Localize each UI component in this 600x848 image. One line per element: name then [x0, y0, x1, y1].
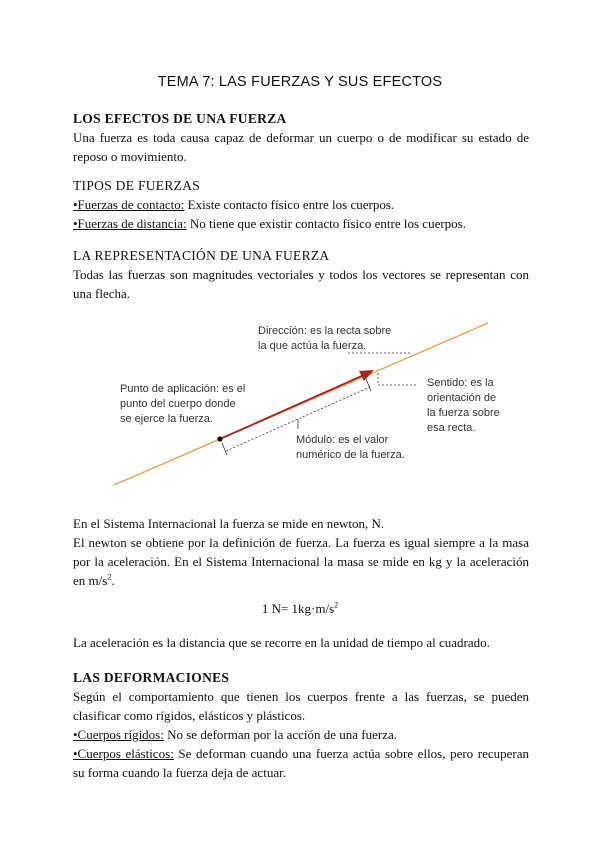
label-sentido-line2: orientación de	[427, 392, 497, 404]
modulo-tick-left	[222, 443, 227, 455]
desc-contacto: Existe contacto físico entre los cuerpos.	[184, 197, 395, 212]
paragraph-deformaciones: Según el comportamiento que tienen los cuerpos frente a las fuerzas, se pueden clasificar como rígidos, elásticos y plásticos.	[73, 689, 529, 723]
label-direccion-line1: Dirección: es la recta sobre	[258, 325, 392, 337]
paragraph-newton-2-end: .	[111, 573, 115, 588]
section-newton	[73, 514, 529, 590]
heading-tipos: TIPOS DE FUERZAS	[73, 178, 201, 193]
label-modulo	[296, 433, 405, 463]
term-distancia: •Fuerzas de distancia:	[73, 216, 187, 231]
label-sentido-line3: la fuerza sobre	[427, 407, 500, 419]
list-item-rigidos	[73, 725, 529, 744]
list-item-elasticos	[73, 744, 529, 782]
label-punto-line2: punto del cuerpo donde	[120, 398, 236, 410]
label-sentido	[427, 376, 500, 436]
paragraph-newton-2-text: El newton se obtiene por la definición de fuerza. La fuerza es igual siempre a la masa por la aceleración. En el Sistema Internacional la masa se mide en kg y la aceleración en m/s	[73, 535, 529, 588]
desc-elasticos: Se deforman cuando una fuerza actúa sobre ellos, pero recuperan su forma cuando la fuerza deja de actuar.	[73, 746, 529, 780]
section-representacion	[73, 246, 529, 303]
term-elasticos: •Cuerpos elásticos:	[73, 746, 174, 761]
paragraph-aceleracion: La aceleración es la distancia que se recorre en la unidad de tiempo al cuadrado.	[73, 635, 490, 650]
label-punto-aplicacion	[120, 382, 245, 427]
desc-distancia: No tiene que existir contacto físico entre los cuerpos.	[186, 216, 466, 231]
paragraph-newton-1: En el Sistema Internacional la fuerza se mide en newton, N.	[73, 516, 385, 531]
heading-efectos: LOS EFECTOS DE UNA FUERZA	[73, 111, 287, 126]
label-modulo-line1: Módulo: es el valor	[296, 434, 389, 446]
section-tipos	[73, 176, 529, 233]
label-punto-line1: Punto de aplicación: es el	[120, 383, 246, 395]
label-sentido-line1: Sentido: es la	[427, 377, 494, 389]
modulo-tick-right	[366, 379, 371, 391]
heading-deformaciones: LAS DEFORMACIONES	[73, 670, 230, 685]
formula-newton	[0, 601, 600, 617]
section-deformaciones	[73, 668, 529, 782]
formula-superscript: 2	[334, 600, 339, 610]
paragraph-representacion: Todas las fuerzas son magnitudes vectoriales y todos los vectores se representan con una flecha.	[73, 267, 529, 301]
label-sentido-line4: esa recta.	[427, 422, 476, 434]
formula-text: 1 N= 1kg·m/s	[261, 601, 335, 616]
page-title: TEMA 7: LAS FUERZAS Y SUS EFECTOS	[157, 74, 443, 90]
label-punto-line3: se ejerce la fuerza.	[120, 413, 213, 425]
paragraph-efectos: Una fuerza es toda causa capaz de deformar un cuerpo o de modificar su estado de reposo o movimiento.	[73, 130, 529, 164]
application-point	[217, 436, 222, 441]
term-rigidos: •Cuerpos rígidos:	[73, 727, 164, 742]
section-efectos	[73, 109, 529, 166]
list-item-contacto	[73, 195, 529, 214]
label-modulo-line2: numérico de la fuerza.	[296, 449, 405, 461]
label-direccion-line2: la que actúa la fuerza.	[258, 340, 367, 352]
paragraph-newton-2	[73, 533, 529, 590]
force-diagram	[100, 315, 500, 495]
term-contacto: •Fuerzas de contacto:	[73, 197, 185, 212]
superscript-2: 2	[107, 572, 112, 582]
label-direccion	[258, 324, 391, 354]
desc-rigidos: No se deforman por la acción de una fuerza.	[163, 727, 398, 742]
list-item-distancia	[73, 214, 529, 233]
heading-representacion: LA REPRESENTACIÓN DE UNA FUERZA	[73, 248, 330, 263]
